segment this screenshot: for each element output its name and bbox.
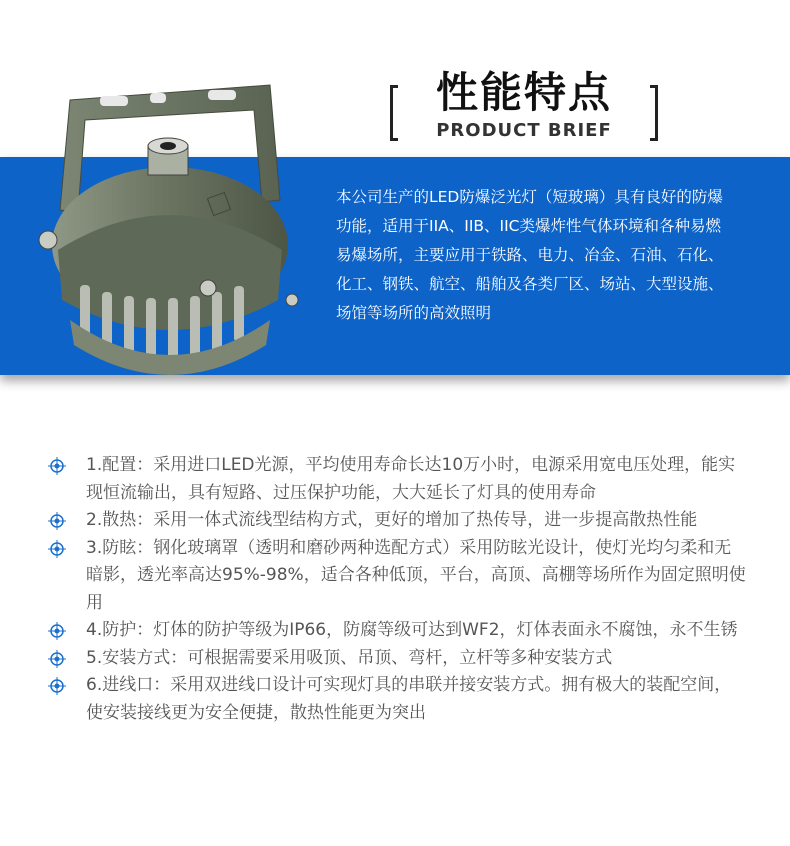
explosion-proof-light-image [30, 60, 320, 390]
feature-text: 3.防眩：钢化玻璃罩（透明和磨砂两种选配方式）采用防眩光设计，使灯光均匀柔和无暗影，透光率高达95%-98%，适合各种低顶，平台，高顶、高棚等场所作为固定照明使用 [86, 537, 746, 613]
list-item [48, 535, 748, 618]
list-item [48, 507, 748, 535]
feature-list [48, 452, 748, 727]
page-title: 性能特点 [435, 68, 612, 117]
page-subtitle: PRODUCT BRIEF [436, 120, 612, 141]
target-bullet-icon [48, 512, 66, 530]
target-bullet-icon [48, 540, 66, 558]
target-bullet-icon [48, 650, 66, 668]
target-bullet-icon [48, 622, 66, 640]
feature-text: 1.配置：采用进口LED光源，平均使用寿命长达10万小时，电源采用宽电压处理，能实现恒流输出，具有短路、过压保护功能，大大延长了灯具的使用寿命 [86, 455, 736, 503]
feature-text: 5.安装方式：可根据需要采用吸顶、吊顶、弯杆，立杆等多种安装方式 [86, 647, 613, 668]
target-bullet-icon [48, 677, 66, 695]
section-header [390, 60, 658, 140]
feature-text: 4.防护：灯体的防护等级为IP66，防腐等级可达到WF2，灯体表面永不腐蚀，永不生锈 [86, 620, 738, 640]
list-item [48, 645, 748, 673]
list-item [48, 672, 748, 727]
feature-text: 6.进线口：采用双进线口设计可实现灯具的串联并接安装方式。拥有极大的装配空间，使安装接线更为安全便捷，散热性能更为突出 [86, 675, 732, 723]
list-item [48, 452, 748, 507]
target-bullet-icon [48, 457, 66, 475]
intro-text: 本公司生产的LED防爆泛光灯（短玻璃）具有良好的防爆功能，适用于IIA、IIB、IIC类爆炸性气体环境和各种易燃易爆场所，主要应用于铁路、电力、冶金、石油、石化、化工、钢铁、航空、船舶及各类厂区、场站、大型设施、场馆等场所的高效照明 [336, 188, 724, 322]
feature-text: 2.散热：采用一体式流线型结构方式，更好的增加了热传导，进一步提高散热性能 [86, 510, 698, 530]
list-item [48, 617, 748, 645]
